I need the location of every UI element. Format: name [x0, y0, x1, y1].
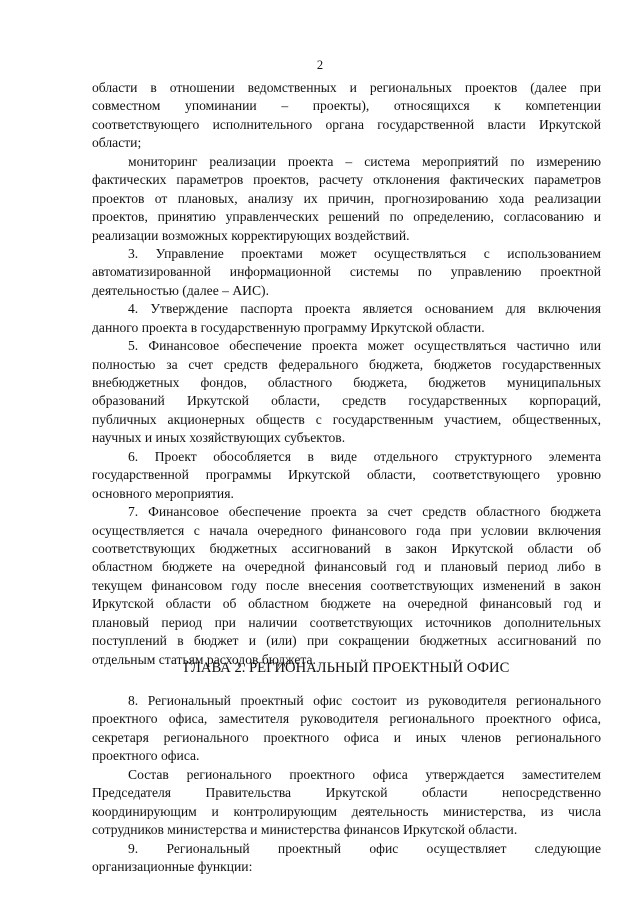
- text-line: полностью за счет средств федерального бюджета, бюджетов государственных: [92, 356, 601, 372]
- text-line: соответствующих бюджетных ассигнований в закон Иркутской области об: [92, 540, 601, 556]
- text-line: 5. Финансовое обеспечение проекта может осуществляться частично или: [128, 338, 601, 354]
- text-line: 8. Региональный проектный офис состоит из руководителя регионального: [128, 693, 601, 708]
- text-line: данного проекта в государственную программу Иркутской области.: [92, 319, 485, 335]
- page-number: 2: [316, 58, 324, 72]
- text-line: отдельным статьям расходов бюджета.: [92, 651, 316, 667]
- text-line: Иркутской области об областном бюджете на очередной финансовый год и: [92, 596, 601, 612]
- text-line: 6. Проект обособляется в виде отдельного структурного элемента: [128, 448, 601, 464]
- text-line: поступлений в бюджет и (или) при сокращении бюджетных ассигнований по: [92, 633, 601, 649]
- text-line: 9. Региональный проектный офис осуществляет следующие: [128, 840, 601, 856]
- chapter-heading: ГЛАВА 2. РЕГИОНАЛЬНЫЙ ПРОЕКТНЫЙ ОФИС: [183, 660, 510, 676]
- section-2-body: [92, 692, 601, 876]
- text-line: автоматизированной информационной системы по управлению проектной: [92, 264, 601, 280]
- text-line: деятельностью (далее – АИС).: [92, 282, 269, 298]
- text-line: Состав регионального проектного офиса утверждается заместителем: [128, 766, 601, 782]
- text-line: плановый период при наличии соответствующих источников дополнительных: [92, 614, 601, 630]
- text-line: проектного офиса.: [92, 748, 200, 764]
- text-line: организационные функции:: [92, 858, 253, 874]
- text-line: 3. Управление проектами может осуществляться с использованием: [128, 245, 601, 261]
- text-line: соответствующего исполнительного органа государственной власти Иркутской: [92, 116, 601, 132]
- text-line: Председателя Правительства Иркутской области непосредственно: [92, 785, 601, 801]
- text-line: публичных акционерных обществ с государственным участием, общественных,: [92, 411, 601, 427]
- text-line: проектов, принятию управленческих решений по определению, согласованию и: [92, 209, 601, 225]
- text-line: осуществляется с начала очередного финансового года при условии включения: [92, 522, 601, 538]
- text-line: фактических параметров проектов, расчету отклонения фактических параметров: [92, 172, 601, 188]
- text-line: 7. Финансовое обеспечение проекта за счет средств областного бюджета: [128, 504, 601, 520]
- text-line: совместном упоминании – проекты), относящихся к компетенции: [92, 98, 601, 114]
- text-line: текущем финансовом году после внесения соответствующих изменений в закон: [92, 577, 601, 593]
- text-line: основного мероприятия.: [92, 485, 234, 501]
- text-line: области;: [92, 135, 142, 151]
- text-line: внебюджетных фондов, областного бюджета, бюджетов муниципальных: [92, 375, 601, 390]
- text-line: координирующим и контролирующим деятельность министерства, из числа: [92, 803, 601, 819]
- text-line: реализации возможных корректирующих воздействий.: [92, 227, 410, 243]
- section-1-body: [92, 79, 601, 669]
- text-line: 4. Утверждение паспорта проекта является основанием для включения: [128, 301, 601, 317]
- text-line: образований Иркутской области, средств государственных корпораций,: [92, 393, 601, 409]
- text-line: сотрудников министерства и министерства финансов Иркутской области.: [92, 822, 518, 838]
- text-line: научных и иных хозяйствующих субъектов.: [92, 430, 346, 446]
- text-line: мониторинг реализации проекта – система мероприятий по измерению: [128, 153, 601, 169]
- text-line: области в отношении ведомственных и региональных проектов (далее при: [92, 80, 601, 95]
- text-line: проектов от плановых, анализу их причин, прогнозированию хода реализации: [92, 190, 601, 206]
- text-line: секретаря регионального проектного офиса и иных членов регионального: [92, 729, 601, 745]
- text-line: государственной программы Иркутской области, соответствующего уровню: [92, 467, 601, 483]
- text-line: областном бюджете на очередной финансовый год и плановый период либо в: [92, 559, 601, 575]
- text-line: проектного офиса, заместителя руководителя регионального проектного офиса,: [92, 711, 601, 727]
